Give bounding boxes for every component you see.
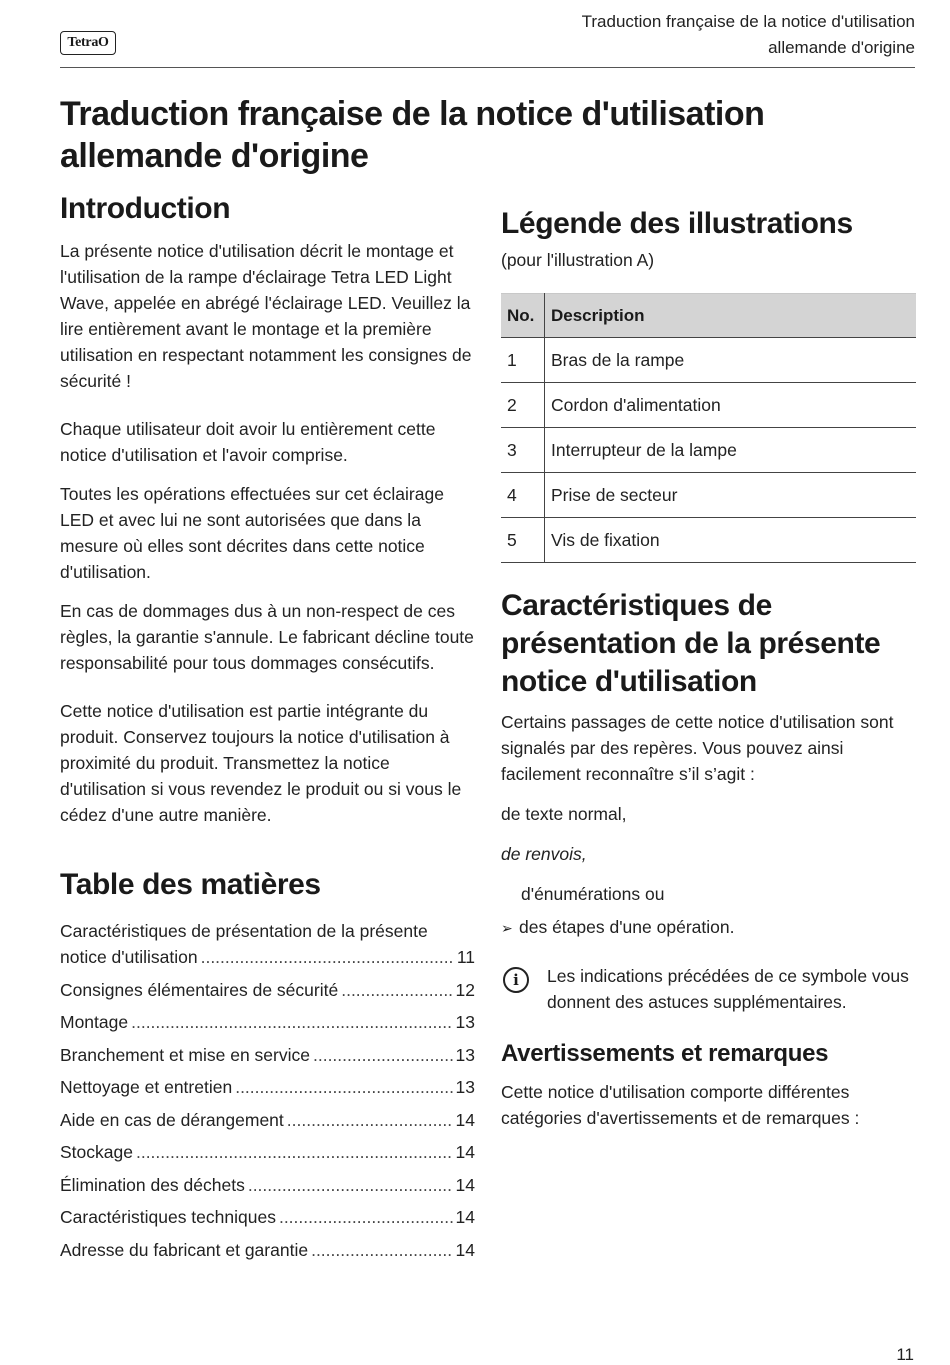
toc-item-label: Adresse du fabricant et garantie xyxy=(60,1239,309,1260)
toc-item-page: 14 xyxy=(455,1174,475,1195)
right-column xyxy=(501,205,916,1131)
toc-item-label: Stockage xyxy=(60,1142,133,1162)
left-column xyxy=(60,190,475,1269)
warnings-heading: Avertissements et remarques xyxy=(501,1040,829,1067)
legend-cell-desc: Vis de fixation xyxy=(545,518,917,563)
presentation-heading-line2: présentation de la présente xyxy=(501,627,881,660)
running-header-line2: allemande d'origine xyxy=(768,38,915,57)
toc-leader-dots xyxy=(201,944,454,970)
warnings-paragraph: Cette notice d'utilisation comporte différentes catégories d'avertissements et de remarques : xyxy=(501,1082,860,1128)
presentation-paragraph: Certains passages de cette notice d'utilisation sont signalés par des repères. Vous pouvez ainsi facilement reconnaître s’il s’agit : xyxy=(501,712,894,784)
toc-item-label: notice d'utilisation xyxy=(60,947,198,967)
toc-item[interactable] xyxy=(60,1074,475,1100)
legend-table xyxy=(501,293,916,563)
toc-item[interactable] xyxy=(60,918,475,970)
info-note-text: Les indications précédées de ce symbole vous donnent des astuces supplémentaires. xyxy=(547,966,909,1012)
toc-leader-dots xyxy=(279,1204,453,1230)
toc-leader-dots xyxy=(313,1042,453,1068)
toc-item[interactable] xyxy=(60,1042,475,1068)
toc-item-page: 14 xyxy=(455,1142,475,1162)
toc-item-label: Branchement et mise en service xyxy=(60,1044,310,1065)
toc-item-page: 13 xyxy=(455,1012,475,1032)
toc-item-page: 14 xyxy=(455,1239,475,1260)
intro-paragraph-1: La présente notice d'utilisation décrit le montage et l'utilisation de la rampe d'éclairage Tetra LED Light Wave, appelée en abrégé l'éclairage LED. Veuillez la lire entièrement avant le montage et la première utilisation en respectant notamment les consignes de sécurité ! xyxy=(60,241,472,391)
presentation-heading-line3: notice d'utilisation xyxy=(501,665,757,698)
toc-leader-dots xyxy=(311,1237,452,1263)
arrow-right-icon: ➢ xyxy=(501,920,513,936)
page-number: 11 xyxy=(896,1345,914,1364)
example-step-item xyxy=(501,914,916,940)
legend-cell-no: 1 xyxy=(501,338,545,383)
toc-item-page: 12 xyxy=(455,979,475,1000)
toc-item-label-line1: Caractéristiques de présentation de la présente xyxy=(60,921,428,941)
toc-item-page: 14 xyxy=(455,1207,475,1227)
toc-leader-dots xyxy=(287,1107,453,1133)
table-row xyxy=(501,518,916,563)
toc-item[interactable] xyxy=(60,1204,475,1230)
toc-item[interactable] xyxy=(60,1172,475,1198)
legend-cell-desc: Cordon d'alimentation xyxy=(545,383,917,428)
toc-item-label: Montage xyxy=(60,1012,129,1032)
toc-leader-dots xyxy=(136,1139,453,1165)
toc-item[interactable] xyxy=(60,1237,475,1263)
toc-leader-dots xyxy=(248,1172,453,1198)
legend-cell-desc: Bras de la rampe xyxy=(545,338,917,383)
toc-item-label: Élimination des déchets xyxy=(60,1174,245,1195)
toc-item-label: Aide en cas de dérangement xyxy=(60,1109,284,1130)
legend-col-description: Description xyxy=(545,294,917,338)
presentation-heading-line1: Caractéristiques de xyxy=(501,589,772,622)
toc-item-label: Nettoyage et entretien xyxy=(60,1077,233,1097)
legend-cell-no: 2 xyxy=(501,383,545,428)
header-divider xyxy=(60,67,915,68)
table-row xyxy=(501,338,916,383)
legend-cell-no: 4 xyxy=(501,473,545,518)
tetra-logo: TetraO xyxy=(60,31,116,55)
toc-item-page: 13 xyxy=(455,1077,475,1097)
toc-item-page: 13 xyxy=(455,1044,475,1065)
info-note xyxy=(501,963,916,1015)
example-enumeration-text: d'énumérations ou xyxy=(521,884,665,904)
toc-item-page: 11 xyxy=(456,947,475,967)
legend-col-no: No. xyxy=(501,294,545,338)
legend-heading: Légende des illustrations xyxy=(501,207,853,240)
table-row xyxy=(501,383,916,428)
toc-item[interactable] xyxy=(60,1107,475,1133)
table-row xyxy=(501,428,916,473)
intro-paragraph-3: Toutes les opérations effectuées sur cet éclairage LED et avec lui ne sont autorisées que dans la mesure où elles sont décrites dans cette notice d'utilisation. xyxy=(60,484,444,582)
intro-paragraph-4: En cas de dommages dus à un non-respect de ces règles, la garantie s'annule. Le fabricant décline toute responsabilité pour tous dommages consécutifs. xyxy=(60,601,474,673)
toc-item-label: Consignes élémentaires de sécurité xyxy=(60,979,339,1000)
running-header xyxy=(495,9,915,61)
document-title: Traduction française de la notice d'utilisation allemande d'origine xyxy=(60,95,765,175)
example-normal-text: de texte normal, xyxy=(501,804,627,824)
toc-leader-dots xyxy=(341,977,452,1003)
toc-leader-dots xyxy=(235,1074,452,1100)
table-row xyxy=(501,473,916,518)
presentation-features-heading xyxy=(501,587,916,701)
example-step-text: des étapes d'une opération. xyxy=(519,917,735,937)
toc-item[interactable] xyxy=(60,1139,475,1165)
introduction-heading: Introduction xyxy=(60,192,231,225)
toc-item-page: 14 xyxy=(455,1109,475,1130)
legend-cell-no: 5 xyxy=(501,518,545,563)
toc-item-label: Caractéristiques techniques xyxy=(60,1207,276,1227)
legend-cell-desc: Interrupteur de la lampe xyxy=(545,428,917,473)
legend-cell-no: 3 xyxy=(501,428,545,473)
info-icon: i xyxy=(503,967,529,993)
toc-heading: Table des matières xyxy=(60,868,321,901)
legend-subtitle: (pour l'illustration A) xyxy=(501,250,655,270)
toc-list xyxy=(60,918,475,1263)
legend-cell-desc: Prise de secteur xyxy=(545,473,917,518)
legend-table-header-row xyxy=(501,294,916,338)
intro-paragraph-2: Chaque utilisateur doit avoir lu entièrement cette notice d'utilisation et l'avoir comprise. xyxy=(60,419,436,465)
example-reference-text: de renvois, xyxy=(501,844,587,864)
toc-leader-dots xyxy=(131,1009,452,1035)
running-header-line1: Traduction française de la notice d'utilisation xyxy=(581,12,915,31)
toc-item[interactable] xyxy=(60,977,475,1003)
intro-paragraph-5: Cette notice d'utilisation est partie intégrante du produit. Conservez toujours la notice d'utilisation à proximité du produit. Transmettez la notice d'utilisation si vous revendez le produit ou si vous le cédez d'une autre manière. xyxy=(60,701,462,825)
toc-item[interactable] xyxy=(60,1009,475,1035)
